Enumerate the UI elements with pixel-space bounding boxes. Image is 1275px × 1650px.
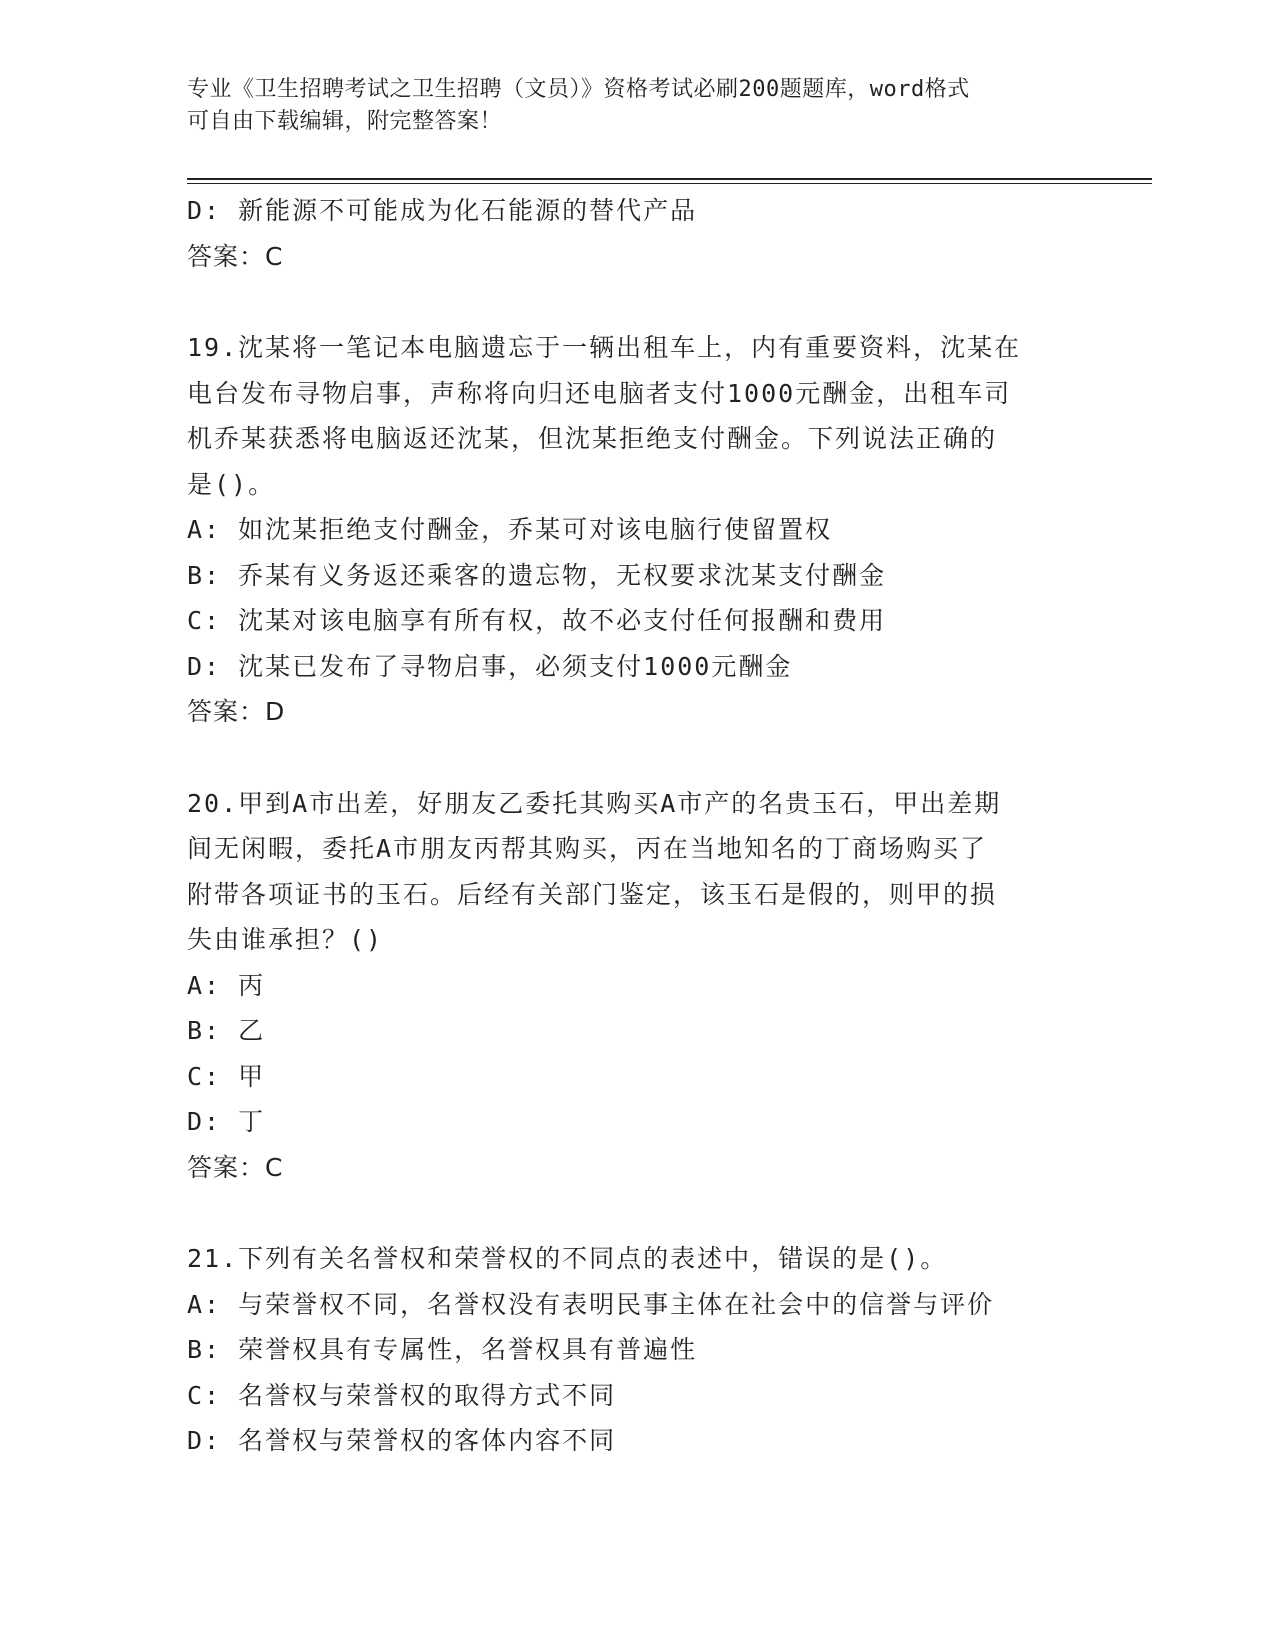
document-header [187,74,1087,138]
option-b: B: 乙 [187,1016,266,1045]
option-c: C: 沈某对该电脑享有所有权，故不必支付任何报酬和费用 [187,606,887,635]
question-21 [187,1236,1087,1464]
option-d: D: 沈某已发布了寻物启事，必须支付1000元酬金 [187,651,793,681]
option-d: D: 丁 [187,1107,266,1136]
header-divider-thick [187,178,1152,180]
option-d: D: 新能源不可能成为化石能源的替代产品 [187,196,698,225]
header-line-1: 专业《卫生招聘考试之卫生招聘（文员）》资格考试必刷200题题库，word格式 [187,77,970,102]
option-a: A: 与荣誉权不同，名誉权没有表明民事主体在社会中的信誉与评价 [187,1289,995,1319]
question-text-line: 失由谁承担？() [187,925,384,954]
spacer [187,279,1087,325]
option-c: C: 甲 [187,1061,266,1091]
question-text-line: 是()。 [187,469,276,499]
spacer [187,735,1087,781]
answer-line: 答案：C [187,241,284,271]
header-divider-thin [187,183,1152,184]
option-b: B: 乔某有义务返还乘客的遗忘物，无权要求沈某支付酬金 [187,560,887,590]
question-text-line: 电台发布寻物启事，声称将向归还电脑者支付1000元酬金，出租车司 [187,378,1012,408]
question-20 [187,781,1087,1191]
question-text-line: 附带各项证书的玉石。后经有关部门鉴定，该玉石是假的，则甲的损 [187,879,998,909]
question-19 [187,325,1087,735]
option-c: C: 名誉权与荣誉权的取得方式不同 [187,1380,617,1410]
question-content [187,188,1087,1464]
question-text-line: 间无闲暇，委托A市朋友丙帮其购买，丙在当地知名的丁商场购买了 [187,834,988,863]
answer-line: 答案：C [187,1152,284,1182]
answer-line: 答案：D [187,697,286,726]
question-text-line: 19.沈某将一笔记本电脑遗忘于一辆出租车上，内有重要资料，沈某在 [187,333,1022,362]
option-a: A: 如沈某拒绝支付酬金，乔某可对该电脑行使留置权 [187,515,833,544]
question-text-line: 21.下列有关名誉权和荣誉权的不同点的表述中，错误的是()。 [187,1244,948,1273]
question-text-line: 20.甲到A市出差，好朋友乙委托其购买A市产的名贵玉石，甲出差期 [187,788,1002,818]
option-d: D: 名誉权与荣誉权的客体内容不同 [187,1426,617,1455]
question-text-line: 机乔某获悉将电脑返还沈某，但沈某拒绝支付酬金。下列说法正确的 [187,424,998,453]
header-line-2: 可自由下载编辑，附完整答案！ [187,109,503,134]
option-a: A: 丙 [187,970,266,1000]
option-b: B: 荣誉权具有专属性，名誉权具有普遍性 [187,1335,698,1364]
spacer [187,1190,1087,1236]
